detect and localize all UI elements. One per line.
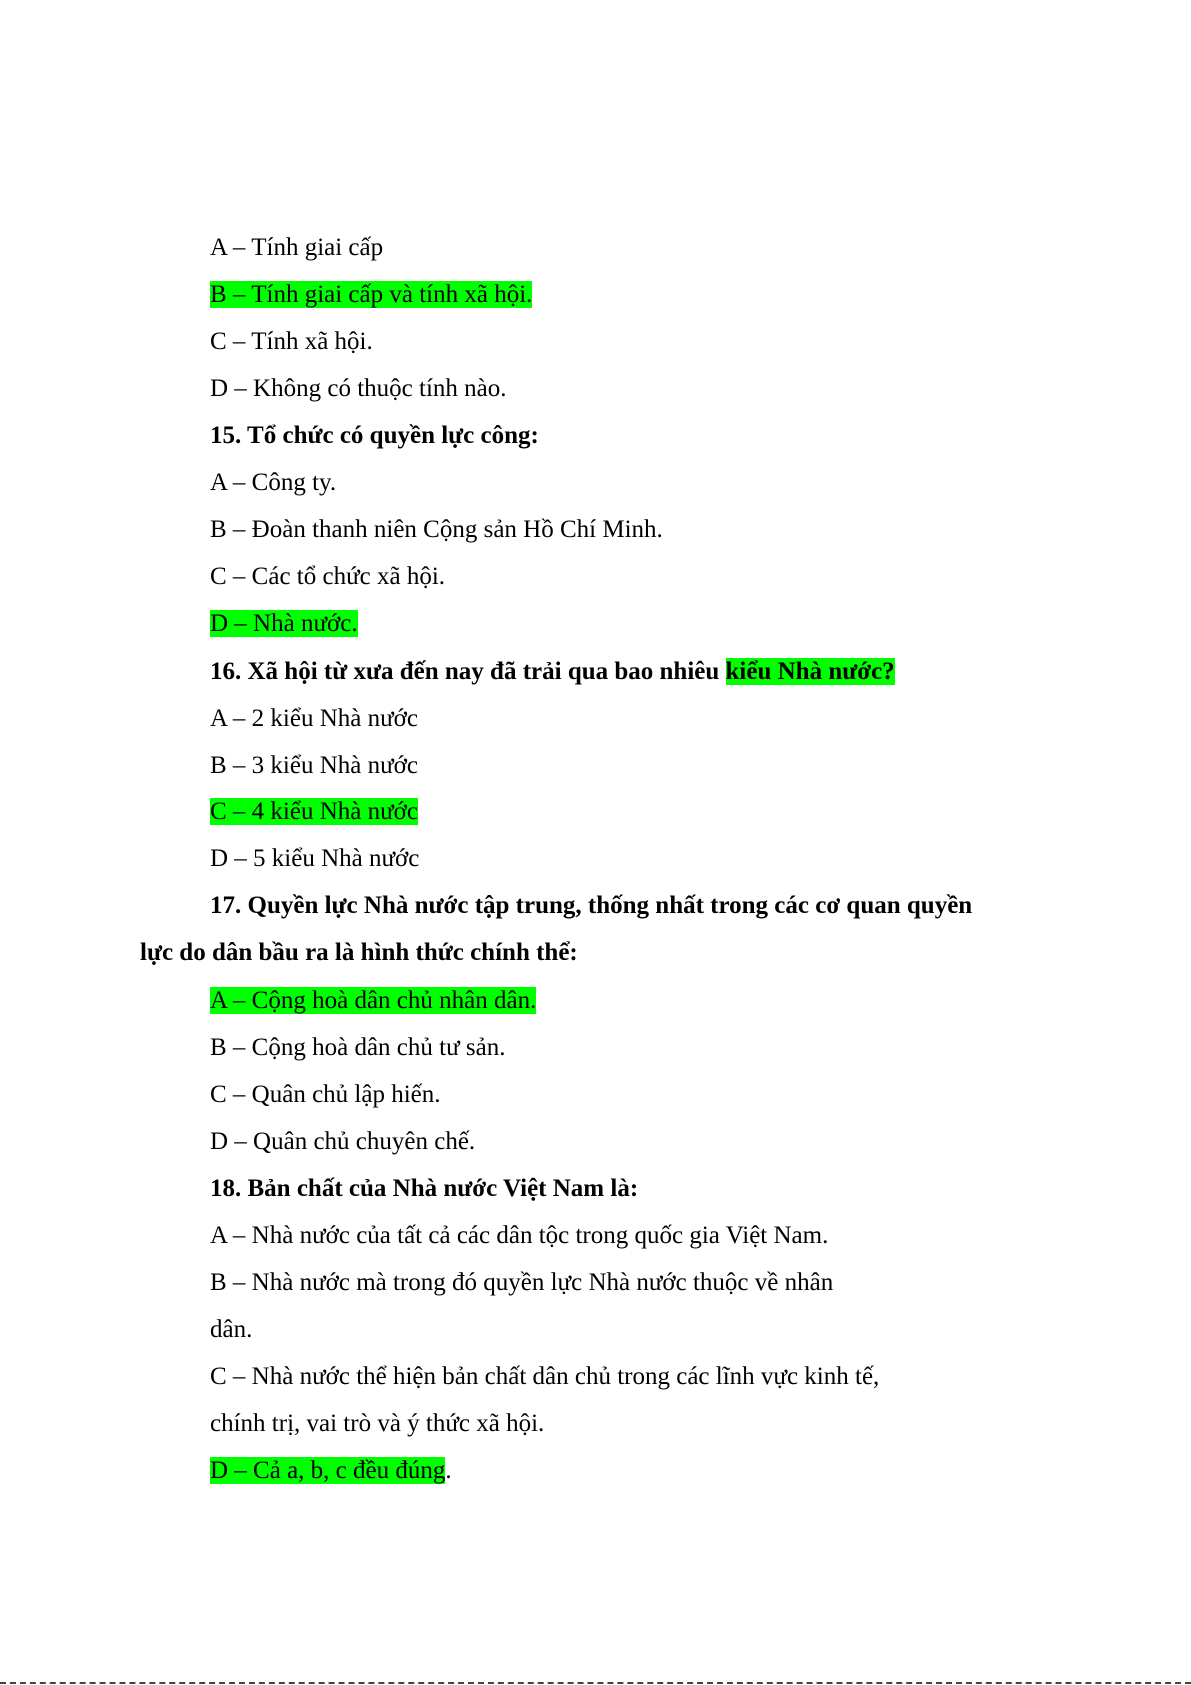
- q17-option-d: D – Quân chủ chuyên chế.: [210, 1128, 476, 1155]
- q16-option-c-correct: [210, 796, 418, 828]
- q15-option-c: C – Các tổ chức xã hội.: [210, 563, 446, 590]
- q18-option-c-line-1: C – Nhà nước thể hiện bản chất dân chủ trong các lĩnh vực kinh tế,: [210, 1363, 880, 1390]
- q17-option-c: C – Quân chủ lập hiến.: [210, 1081, 441, 1108]
- q17-option-a-correct: [210, 985, 536, 1017]
- answer-highlight: D – Nhà nước.: [210, 610, 358, 637]
- question-16: 16. Xã hội từ xưa đến nay đã trải qua bao nhiêu kiểu Nhà nước?: [210, 658, 895, 685]
- q18-option-b-line-2: dân.: [210, 1316, 253, 1343]
- answer-highlight: C – 4 kiểu Nhà nước: [210, 798, 418, 825]
- q15-option-d-correct: [210, 608, 358, 640]
- answer-highlight: A – Cộng hoà dân chủ nhân dân.: [210, 987, 537, 1014]
- question-15: 15. Tổ chức có quyền lực công:: [210, 422, 539, 449]
- q16-option-d: D – 5 kiểu Nhà nước: [210, 845, 420, 872]
- q18-option-b-line-1: B – Nhà nước mà trong đó quyền lực Nhà nước thuộc về nhân: [210, 1269, 834, 1296]
- q18-option-c-line-2: chính trị, vai trò và ý thức xã hội.: [210, 1410, 545, 1437]
- q16-option-a: A – 2 kiểu Nhà nước: [210, 705, 418, 732]
- q16-option-b: B – 3 kiểu Nhà nước: [210, 752, 418, 779]
- page-bottom-rule: [0, 1682, 1191, 1684]
- q18-option-a: A – Nhà nước của tất cả các dân tộc trong quốc gia Việt Nam.: [210, 1222, 829, 1249]
- question-17-line-1: 17. Quyền lực Nhà nước tập trung, thống nhất trong các cơ quan quyền: [210, 892, 973, 919]
- q17-option-b: B – Cộng hoà dân chủ tư sản.: [210, 1034, 506, 1061]
- question-17-line-2: lực do dân bầu ra là hình thức chính thể:: [140, 939, 578, 966]
- answer-highlight: B – Tính giai cấp và tính xã hội.: [210, 281, 533, 308]
- q15-option-b: B – Đoàn thanh niên Cộng sản Hồ Chí Minh.: [210, 516, 663, 543]
- q14-option-d: D – Không có thuộc tính nào.: [210, 375, 507, 402]
- question-highlight: kiểu Nhà nước?: [725, 658, 895, 685]
- q14-option-b-correct: [210, 279, 532, 311]
- q18-option-d-correct: D – Cả a, b, c đều đúng.: [210, 1457, 452, 1484]
- q15-option-a: A – Công ty.: [210, 469, 337, 496]
- question-18: 18. Bản chất của Nhà nước Việt Nam là:: [210, 1175, 639, 1202]
- q14-option-a: A – Tính giai cấp: [210, 234, 384, 261]
- answer-highlight: D – Cả a, b, c đều đúng: [210, 1457, 446, 1484]
- q14-option-c: C – Tính xã hội.: [210, 328, 373, 355]
